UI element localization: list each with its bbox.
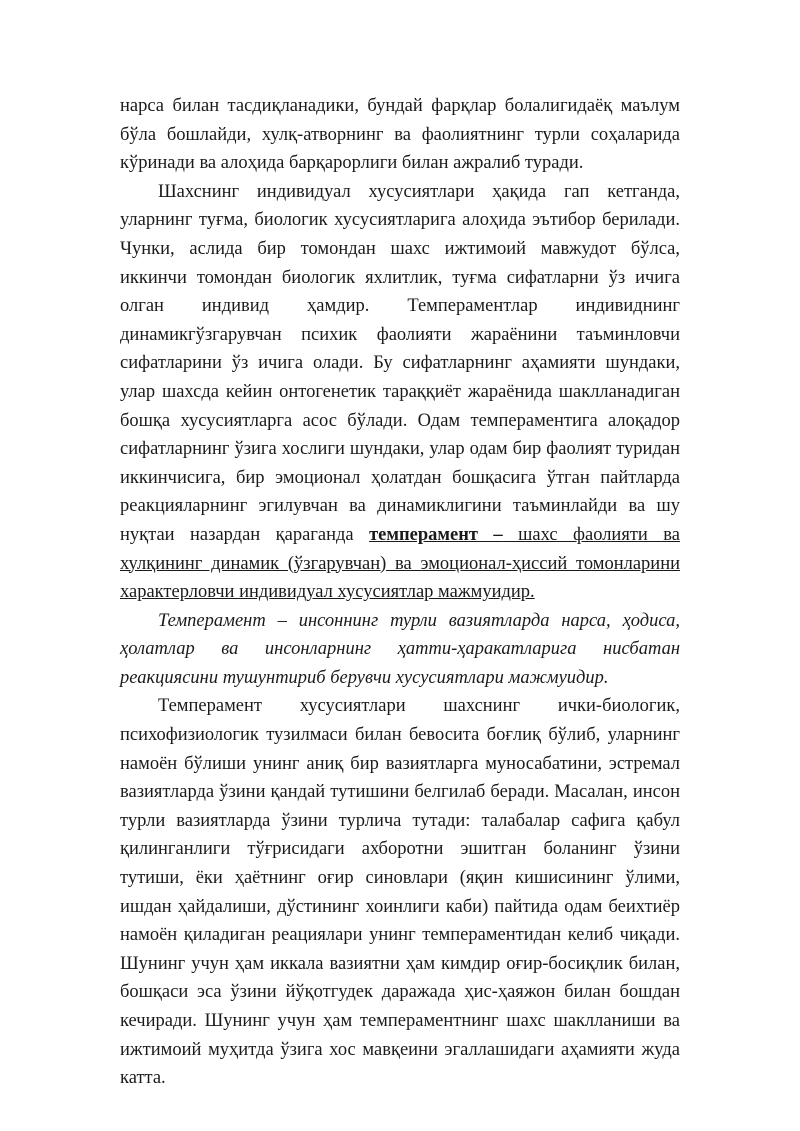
paragraph-temperament-traits: Темперамент хусусиятлари шахснинг ички-биологик, психофизиологик тузилмаси билан бевосита боғлиқ бўлиб, уларнинг намоён бўлиши унинг аниқ бир вазиятларга муносабатини, эстремал вазиятларда ўзини қандай тутишини белгилаб беради. Масалан, инсон турли вазиятларда ўзини турлича тутади: талабалар сафига қабул қилинганлиги тўғрисидаги ахборотни эшитган боланинг ўзини тутиши, ёки ҳаётнинг оғир синовлари (яқин кишисининг ўлими, ишдан ҳайдалиши, дўстининг хоинлиги каби) пайтида одам беихтиёр намоён қиладиган реациялари унинг темпераментидан келиб чиқади. Шунинг учун ҳам иккала вазиятни ҳам кимдир оғир-босиқлик билан, бошқаси эса ўзини йўқотгудек даражада ҳис-ҳаяжон билан бошдан кечиради. Шунинг учун ҳам темпераментнинг шахс шаклланиши ва ижтимоий муҳитда ўзига хос мавқеини эгаллашидаги аҳамияти жуда катта. <box>120 696 680 1089</box>
document-body <box>120 92 680 1093</box>
paragraph-individual-traits <box>120 178 680 607</box>
paragraph-text: Шахснинг индивидуал хусусиятлари ҳақида гап кетганда, уларнинг туғма, биологик хусусиятларига алоҳида эътибор берилади. Чунки, аслида бир томондан шахс ижтимоий мавжудот бўлса, иккинчи томондан биологик яхлитлик, туғма сифатларни ўз ичига олган индивид ҳамдир. Темпераментлар индивиднинг динамикгўзгарувчан психик фаолияти жараёнини таъминловчи сифатларини ўз ичига олади. Бу сифатларнинг аҳамияти шундаки, улар шахсда кейин онтогенетик тараққиёт жараёнида шаклланадиган бошқа хусусиятларга асос бўлади. Одам темпераментига алоқадор сифатларнинг ўзига хослиги шундаки, улар одам бир фаолият туридан иккинчисига, бир эмоционал ҳолатдан бошқасига ўтган пайтларда реакцияларнинг эгилувчан ва динамиклигини таъминлайди ва шу нуқтаи назардан қараганда <box>120 181 680 545</box>
definition-text: шахс фаолияти ва хулқининг динамик (ўзгарувчан) ва эмоционал-ҳиссий томонларини характерловчи индивидуал хусусиятлар мажмуидир. <box>120 524 680 603</box>
paragraph-continuation: нарса билан тасдиқланадики, бундай фарқлар болалигидаёқ маълум бўла бошлайди, хулқ-атворнинг ва фаолиятнинг турли соҳаларида кўринади ва алоҳида барқарорлиги билан ажралиб туради. <box>120 96 680 174</box>
temperament-term: темперамент – <box>369 524 503 545</box>
paragraph-italic-definition: Темперамент – инсоннинг турли вазиятларда нарса, ҳодиса, ҳолатлар ва инсонларнинг ҳатти-ҳаракатларига нисбатан реакциясини тушунтириб берувчи хусусиятлари мажмуидир. <box>120 610 680 688</box>
